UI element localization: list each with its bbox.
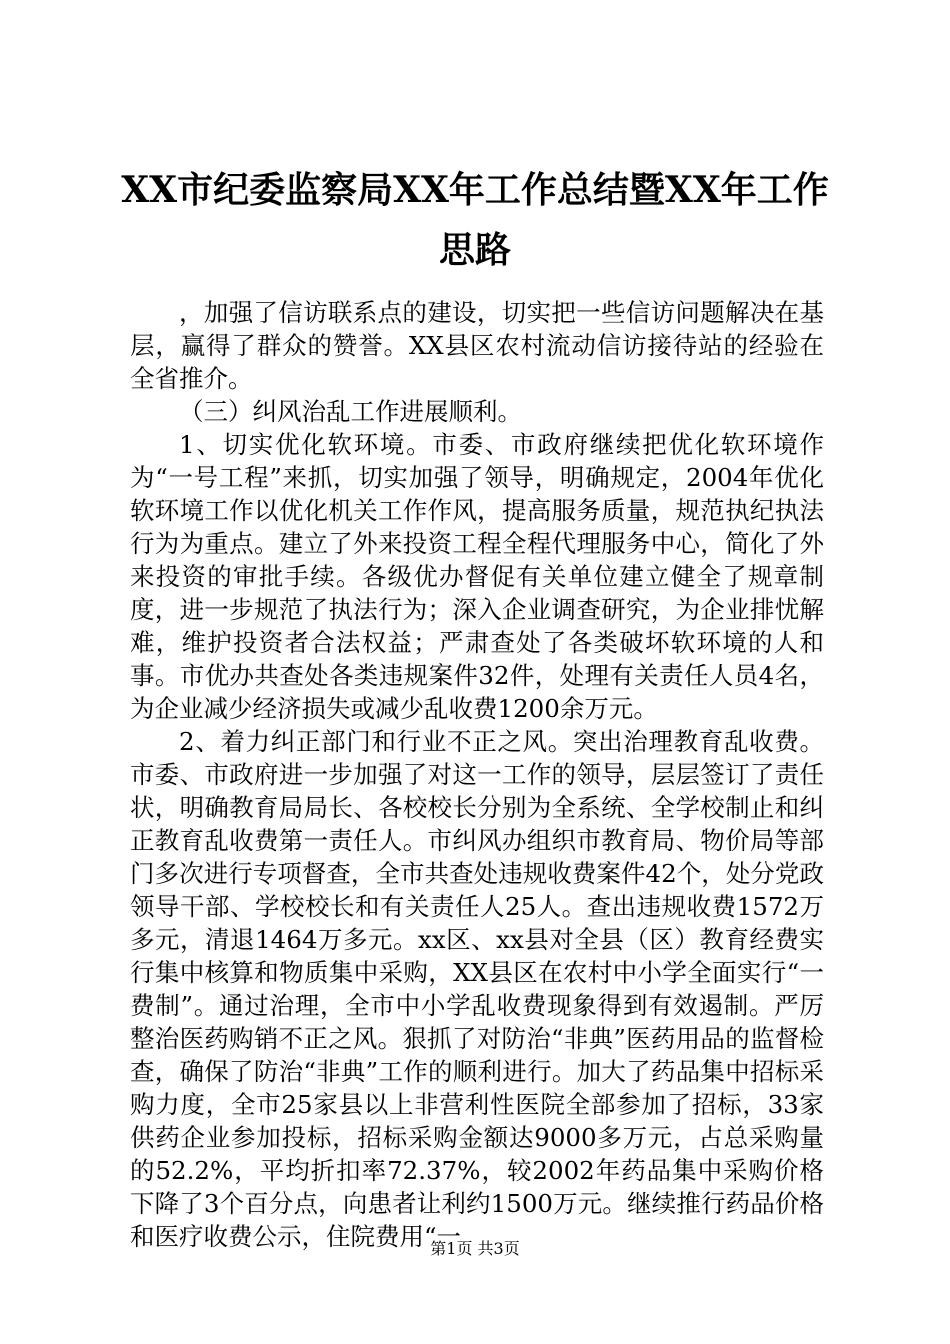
paragraph-item-2: 2、着力纠正部门和行业不正之风。突出治理教育乱收费。市委、市政府进一步加强了对这一工作的领导，层层签订了责任状，明确教育局局长、各校校长分别为全系统、全学校制止和纠正教育乱收费第一责任人。市纠风办组织市教育局、物价局等部门多次进行专项督查，全市共查处违规收费案件42个，处分党政领导干部、学校校长和有关责任人25人。查出违规收费1572万多元，清退1464万多元。xx区、xx县对全县（区）教育经费实行集中核算和物质集中采购，XX县区在农村中小学全面实行“一费制”。通过治理，全市中小学乱收费现象得到有效遏制。严厉整治医药购销不正之风。狠抓了对防治“非典”医药用品的监督检查，确保了防治“非典”工作的顺利进行。加大了药品集中招标采购力度，全市25家县以上非营利性医院全部参加了招标，33家供药企业参加投标，招标采购金额达9000多万元，占总采购量的52.2%，平均折扣率72.37%，较2002年药品集中采购价格下降了3个百分点，向患者让利约1500万元。继续推行药品价格和医疗收费公示，住院费用“一 (130, 727, 824, 1251)
document-title: XX市纪委监察局XX年工作总结暨XX年工作思路 (121, 169, 829, 271)
paragraph-section-heading: （三）纠风治乱工作进展顺利。 (179, 397, 522, 426)
document-body (130, 296, 824, 1253)
paragraph-continuation: ，加强了信访联系点的建设，切实把一些信访问题解决在基层，赢得了群众的赞誉。XX县区农村流动信访接待站的经验在全省推介。 (130, 298, 824, 393)
paragraph-item-1: 1、切实优化软环境。市委、市政府继续把优化软环境作为“一号工程”来抓，切实加强了领导，明确规定，2004年优化软环境工作以优化机关工作作风，提高服务质量，规范执纪执法行为为重点。建立了外来投资工程全程代理服务中心，简化了外来投资的审批手续。各级优办督促有关单位建立健全了规章制度，进一步规范了执法行为；深入企业调查研究，为企业排忧解难，维护投资者合法权益；严肃查处了各类破坏软环境的人和事。市优办共查处各类违规案件32件，处理有关责任人员4名，为企业减少经济损失或减少乱收费1200余万元。 (130, 430, 824, 723)
page-number-footer: 第1页 共3页 (430, 1239, 520, 1258)
